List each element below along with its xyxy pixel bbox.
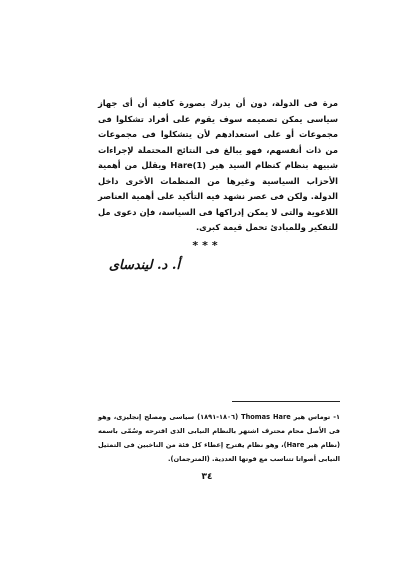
author-signature: أ. د. ليندساى (108, 258, 180, 273)
footnote: ١- توماس هير Thomas Hare (١٨٠٦-١٨٩١) سياسى ومصلح إنجليزى، وهو فى الأصل محام محترف اشتهر بالنظام النيابى الذى اقترحه وسُمّى باسمه (نظام هير Hare)، وهو نظام يقترح إعطاء كل فئة من الناخبين فى التمثيل النيابى أصواتا تتناسب مع قوتها العددية. (المترجمان). (98, 413, 340, 463)
body-paragraph: مرة فى الدولة، دون أن يدرك بصورة كافية أن أى جهاز سياسى يمكن تصميمه سوف يقوم على أفراد تشكلوا فى مجموعات أو على استعدادهم لأن يتشكلوا فى مجموعات من ذات أنفسهم، فهو يبالغ فى النتائج المحتملة لإجراءات شبيهة بنظام كنظام السيد هير Hare(1) ويقلل من أهمية الأحزاب السياسية وغيرها من المنظمات الأخرى داخل الدولة. ولكن فى عصر نشهد فيه التأكيد على أهمية العناصر اللاعوية والتى لا يمكن إدراكها فى السياسة، فإن دعوى مل للتفكير وللمبادئ تحمل قيمة كبرى. (98, 98, 338, 232)
page-number: ٣٤ (201, 472, 213, 482)
section-separator: *** (192, 239, 222, 252)
footnote-divider (232, 401, 340, 402)
